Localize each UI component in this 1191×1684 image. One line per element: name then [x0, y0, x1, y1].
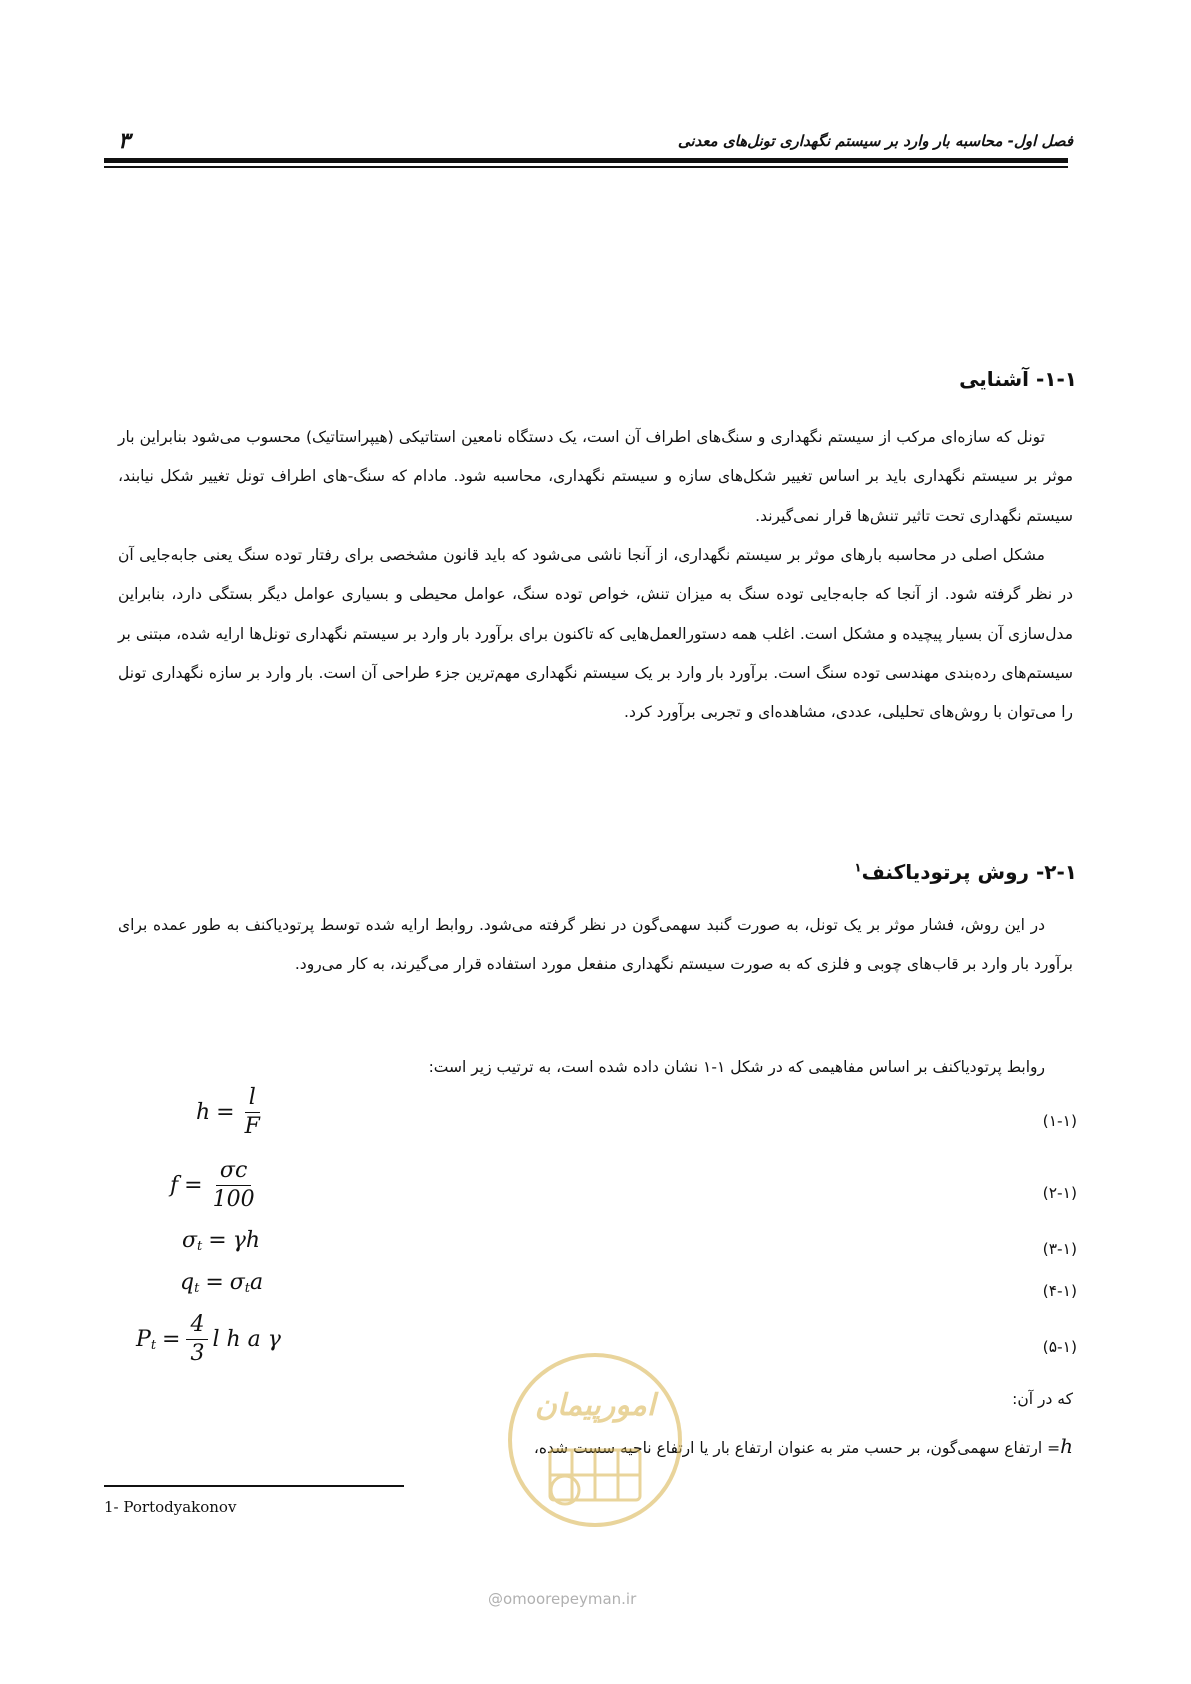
eq4-lhs: q	[180, 1270, 195, 1295]
eq3-rhs: γh	[232, 1228, 261, 1253]
header-rule	[104, 158, 1068, 163]
watermark-gear	[550, 1450, 640, 1504]
eq2-denominator: 100	[212, 1187, 255, 1212]
page-number: ۳	[118, 128, 130, 154]
eq2-numerator: σc	[216, 1160, 251, 1186]
header-rule-thin	[104, 166, 1068, 168]
eq1-denominator: F	[244, 1114, 260, 1139]
eq4-rhs-a: σ	[229, 1270, 245, 1295]
eq5-numerator: 4	[186, 1314, 208, 1340]
equation-5-formula: P t = $\frac{4}{3}$ l h a γ	[136, 1312, 281, 1366]
footnote-marker: ۱	[854, 860, 862, 875]
footnote-rule	[104, 1485, 404, 1487]
equation-2-number: (۲-۱)	[1042, 1184, 1077, 1202]
eq5-lhs-sub: t	[150, 1338, 157, 1353]
section-2-heading	[854, 860, 1077, 884]
eq5-fraction	[186, 1314, 208, 1365]
section-1-paragraph-2: مشکل اصلی در محاسبه بارهای موثر بر سیستم نگهداری، از آنجا ناشی می‌شود که باید قانون مشخصی برای رفتار توده سنگ یعنی جابه‌جایی آن در نظر گرفته شود. از آنجا که جابه‌جایی توده سنگ به میزان تنش، خواص توده سنگ، عوامل محیطی و بسیاری عوامل دیگر بستگی دارد، بنابراین مدل‌سازی آن بسیار پیچیده و مشکل است. اغلب همه دستورالعمل‌هایی که تاکنون برای برآورد بار وارد بر سیستم نگهداری تونل‌ها ارایه شده، مبتنی بر سیستم‌های رده‌بندی مهندسی توده سنگ است. برآورد بار وارد بر یک سیستم نگهداری مهم‌ترین جزء طراحی آن است. بار وارد بر سازه نگهداری تونل را می‌توان با روش‌های تحلیلی، عددی، مشاهده‌ای و تجربی برآورد کرد.	[118, 546, 1073, 722]
eq1-numerator: l	[245, 1087, 260, 1113]
section-2-title: ۲-۱- روش پرتودیاکنف	[861, 860, 1077, 884]
section-1-paragraph-1: تونل که سازه‌ای مرکب از سیستم نگهداری و سنگ‌های اطراف آن است، یک دستگاه نامعین استاتیکی (هیپراستاتیک) محسوب می‌شود بنابراین بار موثر بر سیستم نگهداری باید بر اساس تغییر شکل‌های سازه و سیستم نگهداری، محاسبه شود. مادام که سنگ-های اطراف تونل تغییر شکل نیابند، سیستم نگهداری تحت تاثیر تنش‌ها قرار نمی‌گیرند.	[118, 428, 1073, 525]
eq5-lhs: P	[136, 1327, 151, 1352]
running-head: فصل اول- محاسبه بار وارد بر سیستم نگهداری تونل‌های معدنی	[677, 132, 1073, 150]
equation-4-number: (۴-۱)	[1042, 1282, 1077, 1300]
watermark-url: @omoorepeyman.ir	[488, 1590, 637, 1608]
eq4-rhs-sub: t	[244, 1281, 251, 1296]
watermark-logo	[450, 1330, 740, 1620]
watermark-logo-text: امورپیمان	[534, 1388, 656, 1423]
equation-4-formula: q t = σ t a	[180, 1270, 264, 1296]
equation-1	[120, 1087, 1077, 1147]
equation-1-formula: h = $\frac{l}{F}$	[196, 1087, 264, 1138]
eq5-denominator: 3	[190, 1341, 205, 1366]
where-intro: که در آن:	[1012, 1390, 1073, 1408]
eq1-fraction	[241, 1087, 264, 1138]
eq2-fraction	[209, 1160, 259, 1211]
footnote: 1- Portodyakonov	[104, 1498, 237, 1516]
section-2-paragraph-1: در این روش، فشار موثر بر یک تونل، به صورت گنبد سهمی‌گون در نظر گرفته می‌شود. روابط ارایه شده توسط پرتودیاکنف به طور عمده برای برآورد بار وارد بر قاب‌های چوبی و فلزی که به صورت سیستم نگهداری منفعل مورد استفاده قرار می‌گیرند، به کار می‌رود.	[118, 916, 1073, 974]
definition-h-equals: =	[1047, 1439, 1061, 1457]
equation-3-number: (۳-۱)	[1042, 1240, 1077, 1258]
eq4-lhs-sub: t	[194, 1281, 200, 1296]
eq1-lhs: h	[196, 1100, 211, 1125]
equation-1-number: (۱-۱)	[1042, 1112, 1077, 1130]
eq3-lhs: σ	[182, 1228, 198, 1253]
eq3-lhs-sub: t	[197, 1239, 203, 1254]
equation-3-formula: σ t = γh	[182, 1228, 261, 1254]
definition-h-symbol: h	[1060, 1434, 1073, 1458]
section-1-heading: ۱-۱- آشنایی	[959, 367, 1077, 391]
eq4-rhs-b: a	[250, 1270, 264, 1295]
equation-2	[120, 1160, 1077, 1220]
section-2-paragraph-2: روابط پرتودیاکنف بر اساس مفاهیمی که در شکل ۱-۱ نشان داده شده است، به ترتیب زیر است:	[428, 1058, 1045, 1076]
equation-2-formula: f = $\frac{\sigma c}{100}$	[170, 1160, 259, 1211]
eq5-rhs: l h a γ	[212, 1327, 281, 1352]
eq2-lhs: f	[170, 1173, 179, 1198]
equation-5-number: (۵-۱)	[1042, 1338, 1077, 1356]
definition-h-text: ارتفاع سهمی‌گون، بر حسب متر به عنوان ارتفاع بار یا ارتفاع ناحیه سست شده،	[533, 1439, 1043, 1457]
